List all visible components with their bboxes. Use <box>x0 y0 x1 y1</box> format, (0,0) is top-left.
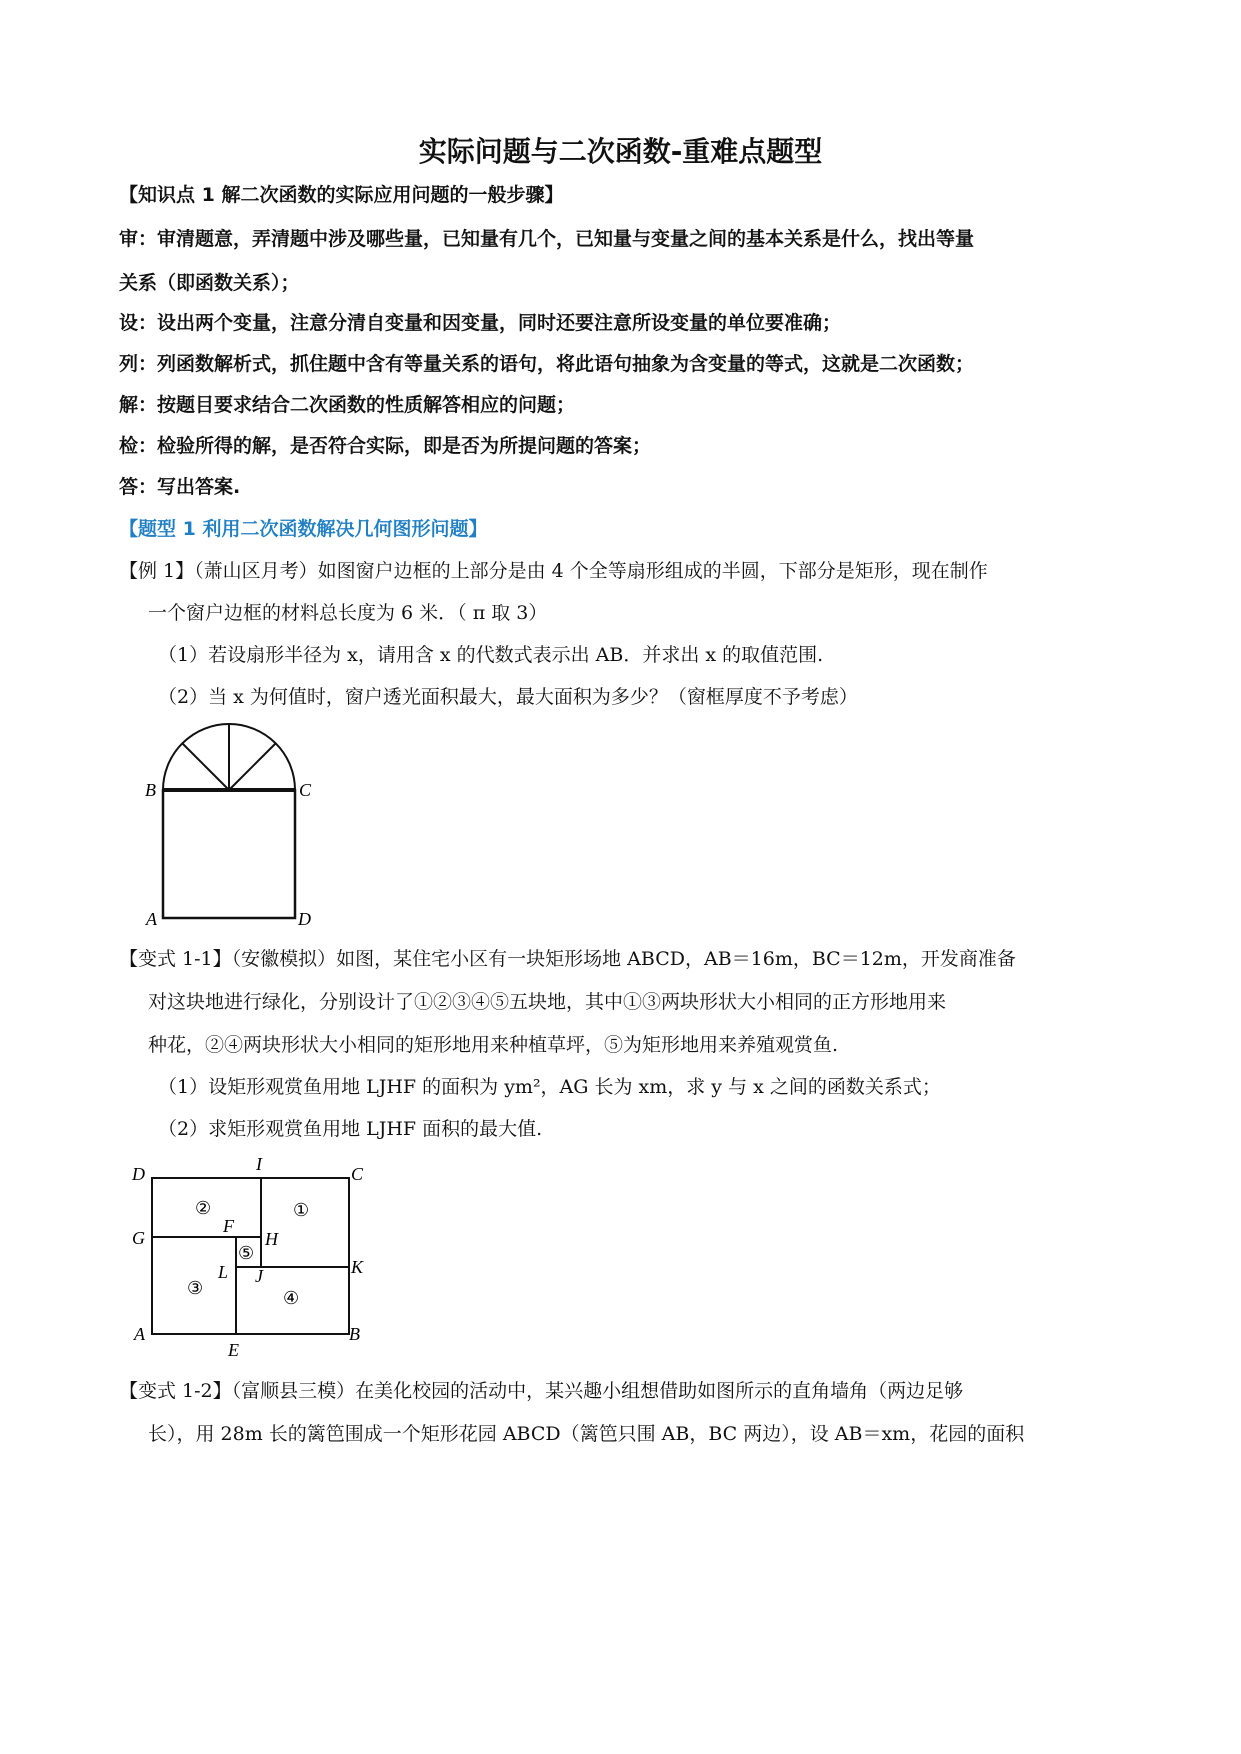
label-l: L <box>218 1262 229 1282</box>
step-da: 答：写出答案. <box>119 476 241 498</box>
variant11-line2: 对这块地进行绿化，分别设计了①②③④⑤五块地，其中①③两块形状大小相同的正方形地用来 <box>148 991 947 1013</box>
variant11-line3: 种花，②④两块形状大小相同的矩形地用来种植草坪，⑤为矩形地用来养殖观赏鱼. <box>148 1034 839 1056</box>
label-c: C <box>351 1164 364 1184</box>
label-f: F <box>223 1216 234 1236</box>
label-d: D <box>132 1164 145 1184</box>
label-i: I <box>256 1154 262 1174</box>
step-shen-line2: 关系（即函数关系）； <box>119 272 300 294</box>
label-d: D <box>298 909 311 929</box>
variant12-line2: 长），用 28m 长的篱笆围成一个矩形花园 ABCD（篱笆只围 AB，BC 两边），设 AB＝xm，花园的面积 <box>148 1423 1025 1445</box>
page-title: 实际问题与二次函数-重难点题型 <box>418 135 823 168</box>
plot-figure <box>125 1154 385 1364</box>
step-lie: 列：列函数解析式，抓住题中含有等量关系的语句，将此语句抽象为含变量的等式，这就是二次函数； <box>119 353 975 375</box>
variant11-question1: （1）设矩形观赏鱼用地 LJHF 的面积为 ym²，AG 长为 xm，求 y 与 x 之间的函数关系式； <box>158 1076 941 1098</box>
label-j: J <box>255 1266 263 1286</box>
label-b: B <box>145 780 156 800</box>
example1-question1: （1）若设扇形半径为 x，请用含 x 的代数式表示出 AB．并求出 x 的取值范围. <box>158 644 824 666</box>
region-4: ④ <box>283 1288 300 1309</box>
region-1: ① <box>293 1200 310 1221</box>
label-c: C <box>299 780 312 800</box>
label-a: A <box>146 909 157 929</box>
label-e: E <box>228 1340 239 1360</box>
sector-radius <box>182 743 229 790</box>
window-rectangle <box>163 790 295 918</box>
step-shen-line1: 审：审清题意，弄清题中涉及哪些量，已知量有几个，已知量与变量之间的基本关系是什么，找出等量 <box>119 228 975 250</box>
step-jie: 解：按题目要求结合二次函数的性质解答相应的问题； <box>119 394 576 416</box>
region-5: ⑤ <box>238 1243 255 1264</box>
region-3: ③ <box>187 1278 204 1299</box>
example1-question2: （2）当 x 为何值时，窗户透光面积最大，最大面积为多少？（窗框厚度不予考虑） <box>158 686 858 708</box>
type1-heading: 【题型 1 利用二次函数解决几何图形问题】 <box>119 518 488 540</box>
example1-line1: 【例 1】（萧山区月考）如图窗户边框的上部分是由 4 个全等扇形组成的半圆，下部分是矩形，现在制作 <box>119 560 988 582</box>
label-h: H <box>265 1229 278 1249</box>
region-2: ② <box>195 1198 212 1219</box>
variant12-line1: 【变式 1-2】（富顺县三模）在美化校园的活动中，某兴趣小组想借助如图所示的直角墙角（两边足够 <box>119 1380 964 1402</box>
sector-radius <box>229 743 276 790</box>
variant11-question2: （2）求矩形观赏鱼用地 LJHF 面积的最大值. <box>158 1118 543 1140</box>
variant11-line1: 【变式 1-1】（安徽模拟）如图，某住宅小区有一块矩形场地 ABCD，AB＝16m，BC＝12m，开发商准备 <box>119 948 1016 970</box>
example1-line2: 一个窗户边框的材料总长度为 6 米．（ π 取 3） <box>148 602 548 624</box>
label-g: G <box>132 1228 145 1248</box>
label-a: A <box>134 1324 145 1344</box>
label-b: B <box>349 1324 360 1344</box>
label-k: K <box>351 1257 364 1277</box>
window-figure <box>140 722 340 932</box>
step-jian: 检：检验所得的解，是否符合实际，即是否为所提问题的答案； <box>119 435 652 457</box>
step-she: 设：设出两个变量，注意分清自变量和因变量，同时还要注意所设变量的单位要准确； <box>119 312 842 334</box>
knowledge-heading: 【知识点 1 解二次函数的实际应用问题的一般步骤】 <box>119 184 564 206</box>
